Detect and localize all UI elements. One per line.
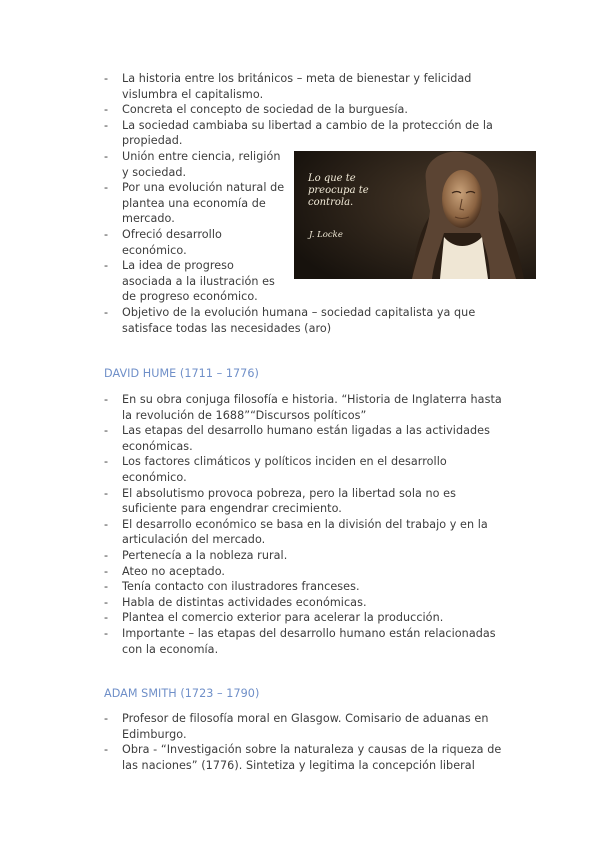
- bullet-list-smith: [104, 711, 514, 773]
- quote-line: preocupa te: [308, 185, 369, 196]
- quote-author: J. Locke: [309, 230, 343, 240]
- list-item: [104, 595, 514, 611]
- list-item-text: Importante – las etapas del desarrollo humano están relacionadas con la economía.: [122, 626, 496, 656]
- section-heading-smith: ADAM SMITH (1723 – 1790): [104, 687, 260, 700]
- bullet-marker: -: [104, 259, 109, 273]
- list-item: [104, 392, 514, 423]
- list-item-text: El desarrollo económico se basa en la división del trabajo y en la articulación del mercado.: [122, 517, 488, 547]
- list-item-text: Habla de distintas actividades económicas.: [122, 595, 367, 609]
- bullet-list-hume: [104, 392, 514, 657]
- bullet-marker: -: [104, 72, 109, 85]
- list-item: [104, 102, 514, 118]
- list-item: [104, 454, 514, 485]
- bullet-marker: -: [104, 564, 109, 578]
- list-item: [104, 711, 514, 742]
- bullet-marker: -: [104, 611, 109, 625]
- bullet-marker: -: [104, 595, 109, 609]
- list-item-text: Obra - “Investigación sobre la naturaleza y causas de la riqueza de las naciones” (1776). Sintetiza y legitima la concepción liberal: [122, 743, 502, 772]
- bullet-marker: -: [104, 118, 109, 132]
- quote-line: Lo que te: [308, 173, 356, 184]
- list-item: [104, 180, 287, 227]
- list-item: [104, 258, 287, 305]
- bullet-marker: -: [104, 517, 109, 531]
- bullet-marker: -: [104, 150, 109, 163]
- list-item: [104, 742, 514, 773]
- list-item-text: Objetivo de la evolución humana – sociedad capitalista ya que satisface todas las necesidades (aro): [122, 306, 476, 335]
- bullet-marker: -: [104, 455, 109, 469]
- list-item: [104, 118, 514, 149]
- list-item: [104, 227, 287, 258]
- list-item: [104, 486, 514, 517]
- locke-portrait-image: [294, 151, 536, 279]
- list-item-text: El absolutismo provoca pobreza, pero la libertad sola no es suficiente para engendrar crecimiento.: [122, 486, 456, 516]
- list-item-text: Plantea el comercio exterior para acelerar la producción.: [122, 611, 444, 625]
- list-item-text: La historia entre los británicos – meta de bienestar y felicidad vislumbra el capitalismo.: [122, 72, 472, 101]
- portrait-quote: [308, 173, 369, 209]
- bullet-list-intro: [104, 71, 514, 149]
- list-item: [104, 610, 514, 626]
- list-item: [104, 564, 514, 580]
- portrait-illustration: [294, 151, 536, 279]
- list-item: [104, 423, 514, 454]
- list-item-text: Pertenecía a la nobleza rural.: [122, 548, 288, 562]
- bullet-list-beside-image: [104, 149, 287, 305]
- list-item: [104, 548, 514, 564]
- list-item: [104, 517, 514, 548]
- list-item: [104, 626, 514, 657]
- bullet-marker: -: [104, 306, 109, 319]
- list-item-text: Las etapas del desarrollo humano están ligadas a las actividades económicas.: [122, 424, 490, 453]
- list-item-text: Unión entre ciencia, religión y sociedad.: [122, 150, 281, 179]
- list-item-text: Ateo no aceptado.: [122, 564, 226, 578]
- list-item-text: La sociedad cambiaba su libertad a cambio de la protección de la propiedad.: [122, 118, 493, 148]
- list-item-text: Por una evolución natural de plantea una economía de mercado.: [122, 181, 285, 226]
- bullet-marker: -: [104, 580, 109, 594]
- list-item-text: Concreta el concepto de sociedad de la burguesía.: [122, 103, 408, 117]
- bullet-marker: -: [104, 103, 109, 117]
- bullet-marker: -: [104, 227, 109, 241]
- list-item-text: Tenía contacto con ilustradores franceses.: [122, 580, 360, 594]
- list-item-text: Profesor de filosofía moral en Glasgow. Comisario de aduanas en Edimburgo.: [122, 712, 489, 741]
- bullet-list-conclusion: [104, 305, 514, 336]
- list-item: [104, 71, 514, 102]
- list-item: [104, 149, 287, 180]
- list-item: [104, 579, 514, 595]
- bullet-marker: -: [104, 626, 109, 640]
- list-item-text: Los factores climáticos y políticos inciden en el desarrollo económico.: [122, 455, 447, 484]
- bullet-marker: -: [104, 424, 109, 438]
- list-item-text: Ofreció desarrollo económico.: [122, 227, 222, 257]
- list-item-text: En su obra conjuga filosofía e historia. “Historia de Inglaterra hasta la revolución de 1688”“Discursos políticos”: [122, 393, 502, 422]
- bullet-marker: -: [104, 743, 109, 757]
- bullet-marker: -: [104, 712, 109, 725]
- list-item-text: La idea de progreso asociada a la ilustración es de progreso económico.: [122, 259, 275, 304]
- bullet-marker: -: [104, 181, 109, 195]
- bullet-marker: -: [104, 393, 109, 406]
- section-heading-hume: DAVID HUME (1711 – 1776): [104, 367, 259, 380]
- quote-line: controla.: [308, 197, 354, 208]
- list-item: [104, 305, 514, 336]
- bullet-marker: -: [104, 548, 109, 562]
- bullet-marker: -: [104, 486, 109, 500]
